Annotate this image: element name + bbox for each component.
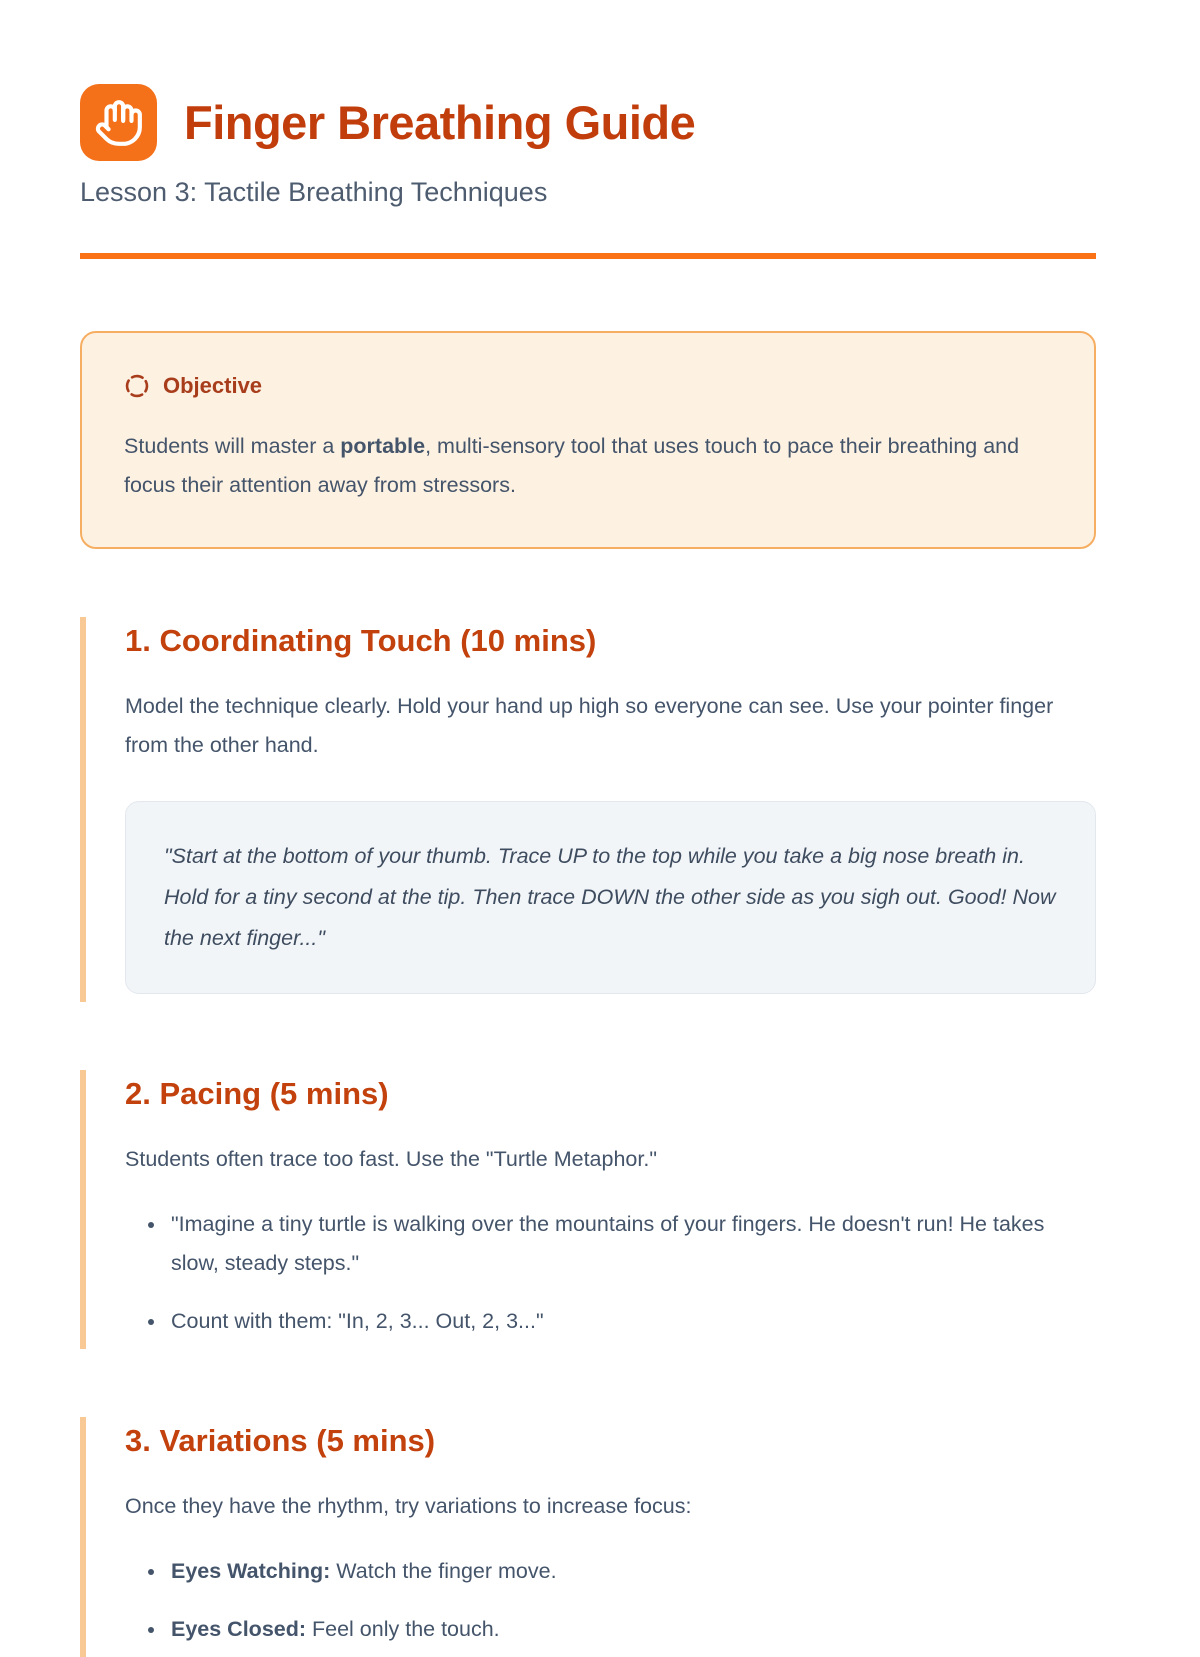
list-item-text: "Imagine a tiny turtle is walking over the mountains of your fingers. He doesn't run! He takes slow, steady steps." — [171, 1212, 1045, 1275]
objective-text-bold: portable — [340, 434, 426, 458]
section-heading: 1. Coordinating Touch (10 mins) — [125, 623, 597, 658]
target-icon — [124, 373, 150, 399]
list-item-text: Feel only the touch. — [306, 1617, 500, 1641]
objective-text-prefix: Students will master a — [124, 434, 341, 458]
list-item-text: Count with them: "In, 2, 3... Out, 2, 3..." — [171, 1309, 544, 1333]
list-item — [167, 1302, 1096, 1341]
section-coordinating-touch — [80, 617, 1096, 1002]
bullet-list — [125, 1552, 1096, 1649]
objective-header — [124, 373, 1052, 399]
page-header — [80, 84, 1096, 161]
list-item — [167, 1205, 1096, 1283]
script-quote-text: "Start at the bottom of your thumb. Trace UP to the top while you take a big nose breath in. Hold for a tiny second at the tip. Then trace DOWN the other side as you sigh out. Good! Now the next finger..." — [164, 844, 1056, 950]
script-quote-box — [125, 801, 1096, 994]
section-heading: 3. Variations (5 mins) — [125, 1423, 436, 1458]
objective-callout — [80, 331, 1096, 549]
list-item-bold: Eyes Watching: — [171, 1559, 331, 1583]
objective-title: Objective — [163, 373, 263, 398]
list-item — [167, 1552, 1096, 1591]
bullet-list — [125, 1205, 1096, 1341]
list-item-text: Watch the finger move. — [330, 1559, 557, 1583]
hand-icon — [80, 84, 157, 161]
divider — [80, 253, 1096, 259]
section-heading: 2. Pacing (5 mins) — [125, 1076, 389, 1111]
objective-body — [124, 427, 1052, 505]
section-paragraph: Model the technique clearly. Hold your hand up high so everyone can see. Use your pointer finger from the other hand. — [125, 694, 1054, 757]
section-paragraph: Once they have the rhythm, try variations to increase focus: — [125, 1494, 692, 1518]
section-paragraph: Students often trace too fast. Use the "Turtle Metaphor." — [125, 1147, 657, 1171]
section-pacing — [80, 1070, 1096, 1349]
document-page — [80, 0, 1096, 1657]
list-item — [167, 1610, 1096, 1649]
objective-text-suffix: , multi-sensory tool that uses touch to pace their breathing and focus their attention away from stressors. — [124, 434, 1020, 497]
page-title: Finger Breathing Guide — [184, 96, 696, 149]
list-item-bold: Eyes Closed: — [171, 1617, 307, 1641]
page-subtitle: Lesson 3: Tactile Breathing Techniques — [80, 177, 548, 207]
section-variations — [80, 1417, 1096, 1657]
